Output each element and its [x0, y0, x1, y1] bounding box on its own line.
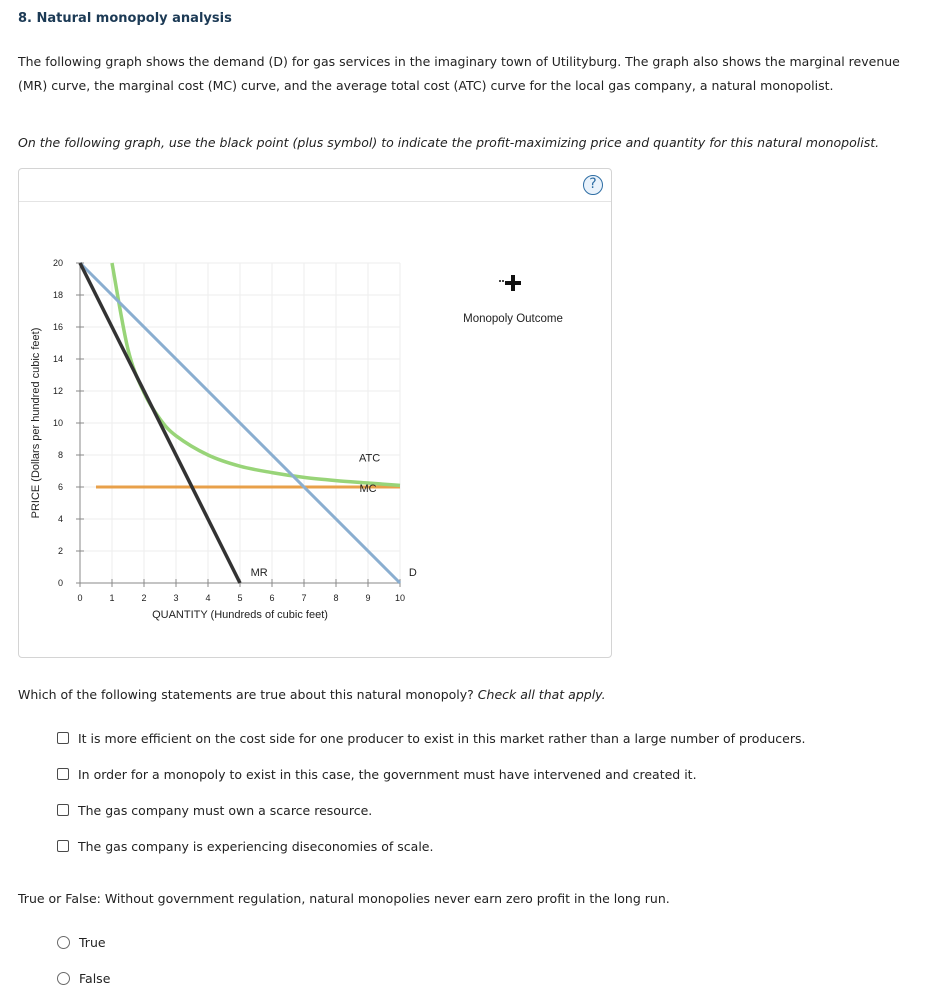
monopoly-graph: [19, 169, 611, 657]
y-tick-label: 2: [57, 546, 63, 556]
y-tick-label: 0: [57, 578, 63, 588]
option-true[interactable]: [57, 933, 106, 951]
graph-instruction: On the following graph, use the black point (plus symbol) to indicate the profit-maximizing price and quantity for this natural monopolist.: [18, 135, 880, 150]
y-tick-label: 10: [52, 418, 63, 428]
option-label: True: [79, 934, 106, 950]
option-label: The gas company is experiencing diseconomies of scale.: [78, 838, 434, 854]
help-icon[interactable]: ?: [583, 175, 603, 195]
y-tick-label: 8: [57, 450, 63, 460]
demand-label: D: [408, 566, 417, 579]
plus-point-icon[interactable]: [499, 275, 521, 291]
tool-label: Monopoly Outcome: [463, 313, 563, 325]
radio-button[interactable]: [57, 936, 70, 949]
y-tick-label: 6: [57, 482, 63, 492]
atc-curve: [112, 263, 400, 485]
drag-handle-dot: [502, 280, 504, 282]
x-tick-label: 1: [109, 593, 115, 603]
option-label: It is more efficient on the cost side for one producer to exist in this market rather than a large number of producers.: [78, 730, 806, 746]
y-tick-label: 12: [52, 386, 63, 396]
graph-panel: [18, 168, 612, 658]
drag-handle-dot: [499, 280, 501, 282]
checkbox[interactable]: [57, 840, 69, 852]
x-tick-label: 9: [365, 593, 371, 603]
option-government-created[interactable]: [57, 765, 697, 783]
page-title: 8. Natural monopoly analysis: [18, 11, 232, 26]
checkbox[interactable]: [57, 804, 69, 816]
y-tick-label: 20: [52, 258, 63, 268]
option-cost-efficiency[interactable]: [57, 729, 805, 747]
y-tick-label: 4: [57, 514, 63, 524]
x-tick-label: 3: [173, 593, 179, 603]
x-tick-label: 10: [394, 593, 406, 603]
question1-hint: Check all that apply.: [477, 687, 606, 702]
x-tick-label: 6: [269, 593, 275, 603]
option-scarce-resource[interactable]: [57, 801, 372, 819]
plus-point-bar: [505, 281, 521, 285]
x-tick-label: 8: [333, 593, 339, 603]
x-tick-label: 5: [237, 593, 243, 603]
option-false[interactable]: [57, 969, 110, 987]
question1-prompt: [18, 687, 606, 702]
option-label: In order for a monopoly to exist in this case, the government must have intervened and created it.: [78, 766, 697, 782]
x-tick-label: 7: [301, 593, 307, 603]
y-tick-label: 16: [52, 322, 63, 332]
option-label: False: [79, 970, 111, 986]
mc-label: MC: [359, 482, 377, 495]
x-tick-label: 4: [205, 593, 211, 603]
x-axis-label: QUANTITY (Hundreds of cubic feet): [152, 609, 328, 621]
radio-button[interactable]: [57, 972, 70, 985]
x-tick-label: 2: [141, 593, 147, 603]
option-diseconomies[interactable]: [57, 837, 433, 855]
y-axis-label: PRICE (Dollars per hundred cubic feet): [30, 327, 42, 519]
option-label: The gas company must own a scarce resource.: [78, 802, 373, 818]
mr-label: MR: [250, 566, 268, 579]
y-tick-label: 18: [52, 290, 63, 300]
atc-label: ATC: [359, 452, 381, 465]
question1-text: Which of the following statements are true about this natural monopoly?: [18, 687, 474, 702]
x-tick-label: 0: [77, 593, 83, 603]
checkbox[interactable]: [57, 732, 69, 744]
y-tick-label: 14: [52, 354, 63, 364]
checkbox[interactable]: [57, 768, 69, 780]
question2-prompt: True or False: Without government regulation, natural monopolies never earn zero profit in the long run.: [18, 891, 670, 906]
intro-paragraph: The following graph shows the demand (D) for gas services in the imaginary town of Utilityburg. The graph also shows the marginal revenue (MR) curve, the marginal cost (MC) curve, and the average total cost (ATC) curve for the local gas company, a natural monopolist.: [18, 54, 900, 93]
